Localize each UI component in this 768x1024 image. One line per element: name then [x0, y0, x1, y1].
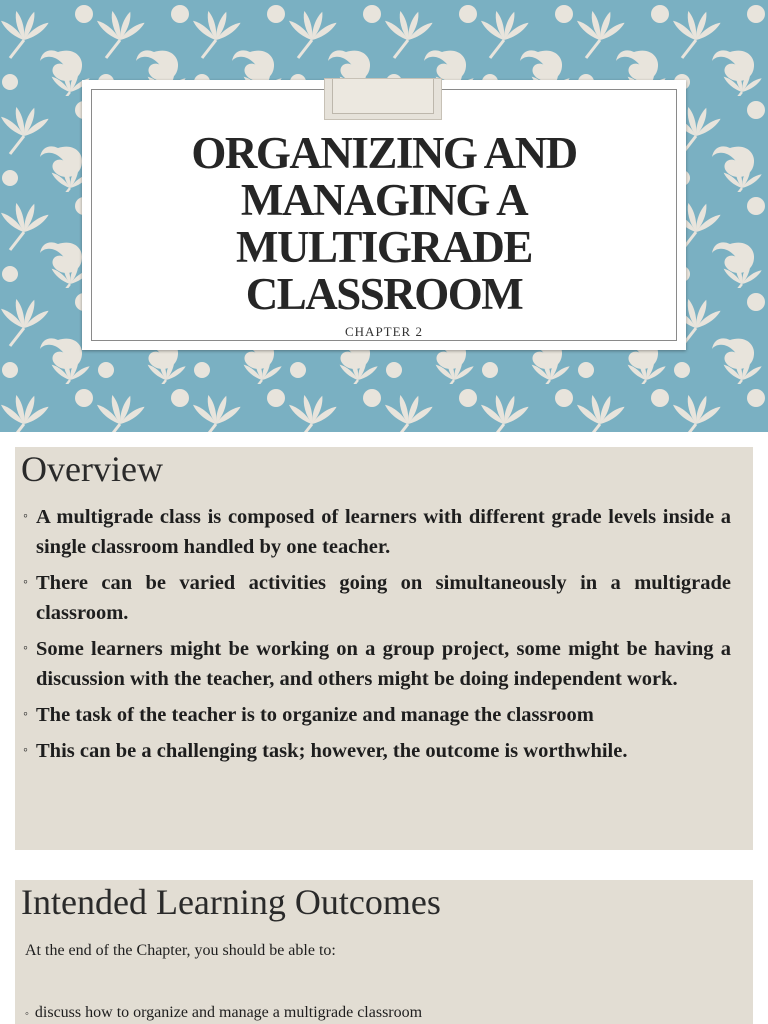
title-line: ORGANIZING AND: [191, 128, 577, 178]
list-item: ◦ This can be a challenging task; however, the outcome is worthwhile.: [23, 736, 731, 766]
outcomes-heading: Intended Learning Outcomes: [21, 882, 441, 922]
bullet-icon: ◦: [23, 707, 28, 722]
bullet-icon: ◦: [23, 743, 28, 758]
overview-bullet-list: [23, 502, 731, 772]
title-line: MANAGING A: [240, 175, 528, 225]
list-item: ◦ The task of the teacher is to organize and manage the classroom: [23, 700, 731, 730]
list-item: ◦ Some learners might be working on a group project, some might be having a discussion with the teacher, and others might be doing independent work.: [23, 634, 731, 694]
title-slide: [0, 0, 768, 432]
list-item: ◦ There can be varied activities going on simultaneously in a multigrade classroom.: [23, 568, 731, 628]
list-item: ◦ discuss how to organize and manage a multigrade classroom: [25, 1004, 423, 1021]
learning-outcomes-slide: [15, 880, 753, 1024]
list-item: ◦ A multigrade class is composed of learners with different grade levels inside a single classroom handled by one teacher.: [23, 502, 731, 562]
presentation-title: [82, 130, 686, 318]
bullet-icon: ◦: [23, 575, 28, 590]
overview-slide: [15, 447, 753, 850]
outcomes-intro: At the end of the Chapter, you should be able to:: [25, 942, 336, 959]
title-card: [82, 80, 686, 350]
bullet-icon: ◦: [23, 509, 28, 524]
bullet-icon: ◦: [23, 641, 28, 656]
title-line: CLASSROOM: [245, 269, 523, 319]
chapter-subtitle: CHAPTER 2: [345, 324, 423, 339]
title-line: MULTIGRADE: [236, 222, 532, 272]
overview-heading: Overview: [21, 449, 163, 489]
bullet-icon: ◦: [25, 1008, 29, 1020]
decorative-tab: [324, 78, 442, 120]
